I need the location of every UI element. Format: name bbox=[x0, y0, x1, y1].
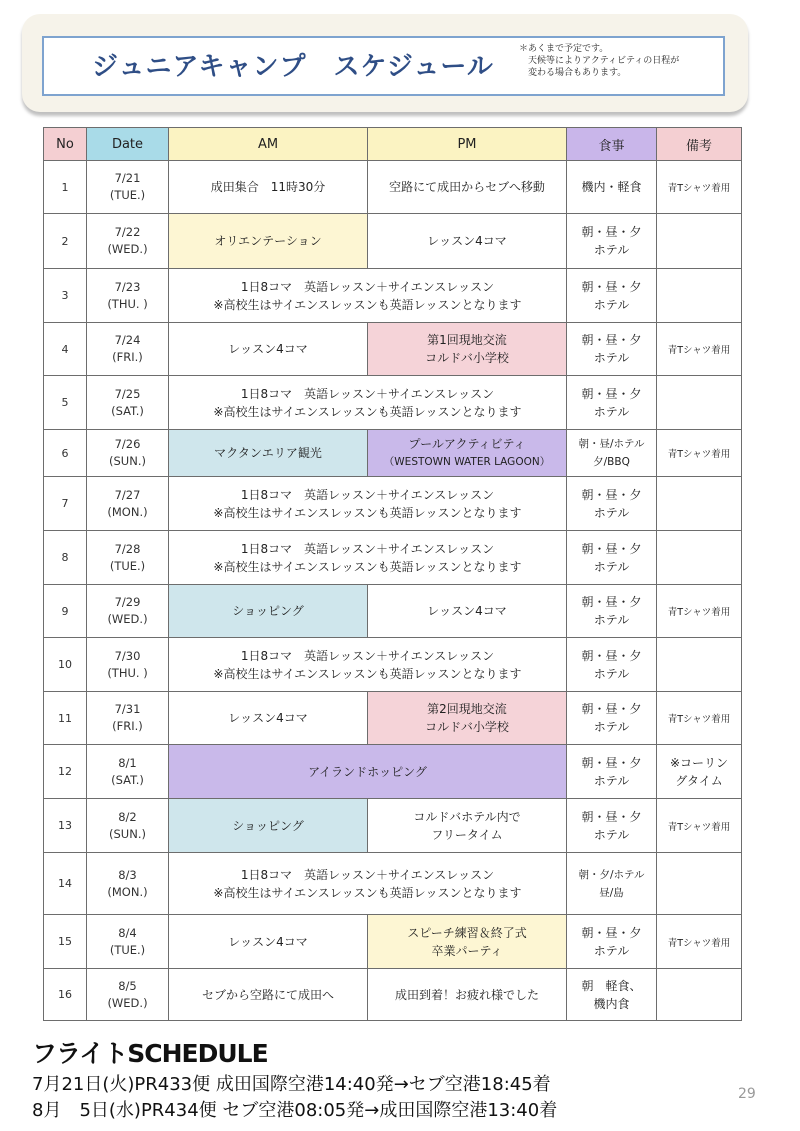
note-cell: 青Tシャツ着用 bbox=[657, 692, 742, 745]
day-text: (SUN.) bbox=[109, 454, 146, 468]
date-text: 8/1 bbox=[118, 755, 137, 770]
day-text: (TUE.) bbox=[109, 558, 146, 573]
am-activity: セブから空路にて成田へ bbox=[169, 969, 368, 1021]
meal-line: ホテル bbox=[593, 404, 630, 419]
meal-line: 夕/BBQ bbox=[593, 456, 630, 468]
row-no: 4 bbox=[44, 323, 87, 376]
activity-line: ※高校生はサイエンスレッスンも英語レッスンとなります bbox=[213, 404, 522, 419]
row-date bbox=[87, 323, 169, 376]
activity-line: ※高校生はサイエンスレッスンも英語レッスンとなります bbox=[213, 666, 522, 681]
header-note bbox=[519, 43, 719, 79]
meal-cell bbox=[567, 638, 657, 692]
table-header-row bbox=[44, 128, 742, 161]
table-row bbox=[44, 638, 742, 692]
row-date bbox=[87, 745, 169, 799]
day-text: (MON.) bbox=[107, 504, 148, 519]
row-no: 13 bbox=[44, 799, 87, 853]
meal-line: ホテル bbox=[593, 351, 630, 365]
day-text: (WED.) bbox=[107, 612, 148, 626]
table-row bbox=[44, 430, 742, 477]
am-activity: レッスン4コマ bbox=[169, 323, 368, 376]
page-number: 29 bbox=[738, 1086, 756, 1102]
date-text: 7/26 bbox=[114, 437, 141, 451]
pm-activity: 空路にて成田からセブへ移動 bbox=[368, 161, 567, 214]
full-day-activity bbox=[169, 477, 567, 531]
table-row bbox=[44, 853, 742, 915]
day-text: (THU. ) bbox=[107, 665, 148, 680]
meal-line: ホテル bbox=[593, 827, 630, 842]
table-row bbox=[44, 585, 742, 638]
activity-line: ※高校生はサイエンスレッスンも英語レッスンとなります bbox=[213, 297, 522, 312]
am-activity: マクタンエリア観光 bbox=[169, 430, 368, 477]
note-cell bbox=[657, 853, 742, 915]
activity-line: 1日8コマ 英語レッスン＋サイエンスレッスン bbox=[240, 541, 495, 556]
date-text: 8/2 bbox=[118, 809, 137, 824]
meal-line: 機内食 bbox=[593, 996, 630, 1011]
am-activity: ショッピング bbox=[169, 585, 368, 638]
day-text: (TUE.) bbox=[109, 942, 146, 957]
meal-line: ホテル bbox=[593, 613, 630, 627]
pm-activity: レッスン4コマ bbox=[368, 214, 567, 269]
header-note-line: 変わる場合もあります。 bbox=[519, 68, 627, 78]
meal-line: 朝・昼・夕 bbox=[581, 225, 642, 239]
activity-line: 1日8コマ 英語レッスン＋サイエンスレッスン bbox=[240, 386, 495, 401]
meal-cell bbox=[567, 376, 657, 430]
am-activity: ショッピング bbox=[169, 799, 368, 853]
date-text: 8/3 bbox=[118, 867, 137, 882]
meal-cell bbox=[567, 853, 657, 915]
note-cell: 青Tシャツ着用 bbox=[657, 161, 742, 214]
row-no: 8 bbox=[44, 531, 87, 585]
column-header-meal: 食事 bbox=[567, 128, 657, 161]
meal-line: 朝・昼・夕 bbox=[581, 702, 642, 716]
note-line: グタイム bbox=[675, 773, 723, 788]
date-text: 7/22 bbox=[114, 225, 141, 239]
column-header-note: 備考 bbox=[657, 128, 742, 161]
activity-line: 1日8コマ 英語レッスン＋サイエンスレッスン bbox=[240, 279, 495, 294]
meal-line: 朝・昼/ホテル bbox=[578, 438, 645, 450]
meal-line: 朝・昼・夕 bbox=[581, 386, 642, 401]
note-cell bbox=[657, 214, 742, 269]
row-date bbox=[87, 799, 169, 853]
row-no: 9 bbox=[44, 585, 87, 638]
date-text: 7/27 bbox=[114, 487, 141, 502]
note-cell bbox=[657, 477, 742, 531]
full-day-activity bbox=[169, 531, 567, 585]
note-cell bbox=[657, 969, 742, 1021]
date-text: 7/25 bbox=[114, 386, 141, 401]
note-cell bbox=[657, 269, 742, 323]
full-day-activity bbox=[169, 638, 567, 692]
table-row bbox=[44, 745, 742, 799]
meal-cell bbox=[567, 430, 657, 477]
header-box bbox=[42, 36, 725, 96]
table-row bbox=[44, 214, 742, 269]
day-text: (TUE.) bbox=[109, 188, 146, 202]
meal-line: 朝・昼・夕 bbox=[581, 541, 642, 556]
note-cell: 青Tシャツ着用 bbox=[657, 430, 742, 477]
row-no: 14 bbox=[44, 853, 87, 915]
full-day-activity bbox=[169, 853, 567, 915]
meal-line: ホテル bbox=[593, 505, 630, 520]
date-text: 7/30 bbox=[114, 648, 141, 663]
meal-line: 朝 軽食、 bbox=[581, 978, 642, 993]
table-row bbox=[44, 969, 742, 1021]
column-header-pm: PM bbox=[368, 128, 567, 161]
row-date bbox=[87, 269, 169, 323]
table-row bbox=[44, 915, 742, 969]
activity-line: アイランドホッピング bbox=[308, 764, 427, 779]
meal-line: 朝・昼・夕 bbox=[581, 755, 642, 770]
meal-cell bbox=[567, 531, 657, 585]
meal-line: ホテル bbox=[593, 720, 630, 734]
schedule-table bbox=[43, 127, 742, 1021]
row-date bbox=[87, 915, 169, 969]
activity-line: 1日8コマ 英語レッスン＋サイエンスレッスン bbox=[240, 867, 495, 882]
column-header-date: Date bbox=[87, 128, 169, 161]
flight-schedule-title: フライトSCHEDULE bbox=[32, 1039, 268, 1068]
meal-line: 朝・夕/ホテル bbox=[578, 868, 645, 881]
note-cell bbox=[657, 376, 742, 430]
meal-cell bbox=[567, 692, 657, 745]
meal-cell bbox=[567, 799, 657, 853]
note-cell: 青Tシャツ着用 bbox=[657, 799, 742, 853]
activity-line: コルドバ小学校 bbox=[425, 720, 509, 734]
row-date bbox=[87, 531, 169, 585]
am-activity: 成田集合 11時30分 bbox=[169, 161, 368, 214]
meal-line: 朝・昼・夕 bbox=[581, 925, 642, 940]
table-row bbox=[44, 531, 742, 585]
row-date bbox=[87, 692, 169, 745]
activity-line: スピーチ練習＆終了式 bbox=[407, 925, 527, 940]
table-row bbox=[44, 799, 742, 853]
row-date bbox=[87, 638, 169, 692]
day-text: (MON.) bbox=[107, 884, 148, 899]
activity-line: ※高校生はサイエンスレッスンも英語レッスンとなります bbox=[213, 505, 522, 520]
activity-line: ※高校生はサイエンスレッスンも英語レッスンとなります bbox=[213, 885, 522, 900]
note-cell: 青Tシャツ着用 bbox=[657, 323, 742, 376]
date-text: 7/31 bbox=[114, 702, 141, 716]
table-row bbox=[44, 692, 742, 745]
am-activity: オリエンテーション bbox=[169, 214, 368, 269]
row-no: 6 bbox=[44, 430, 87, 477]
column-header-no: No bbox=[44, 128, 87, 161]
note-cell bbox=[657, 531, 742, 585]
row-date bbox=[87, 477, 169, 531]
table-row bbox=[44, 376, 742, 430]
date-text: 7/29 bbox=[114, 595, 141, 609]
row-no: 16 bbox=[44, 969, 87, 1021]
full-day-activity bbox=[169, 745, 567, 799]
pm-activity bbox=[368, 323, 567, 376]
header-note-line: 天候等によりアクティビティの日程が bbox=[519, 56, 680, 66]
day-text: (SAT.) bbox=[111, 403, 144, 418]
meal-line: 朝・昼・夕 bbox=[581, 279, 642, 294]
meal-cell bbox=[567, 161, 657, 214]
row-no: 10 bbox=[44, 638, 87, 692]
full-day-activity bbox=[169, 376, 567, 430]
page-title: ジュニアキャンプ スケジュール bbox=[92, 52, 494, 82]
row-no: 11 bbox=[44, 692, 87, 745]
date-text: 7/21 bbox=[114, 171, 141, 185]
pm-activity: レッスン4コマ bbox=[368, 585, 567, 638]
note-cell: 青Tシャツ着用 bbox=[657, 915, 742, 969]
meal-line: ホテル bbox=[593, 943, 630, 958]
note-cell bbox=[657, 745, 742, 799]
pm-activity bbox=[368, 915, 567, 969]
meal-cell bbox=[567, 585, 657, 638]
day-text: (THU. ) bbox=[107, 296, 148, 311]
flight-line-outbound: 7月21日(火)PR433便 成田国際空港14:40発→セブ空港18:45着 bbox=[32, 1074, 551, 1095]
row-no: 5 bbox=[44, 376, 87, 430]
pm-activity bbox=[368, 799, 567, 853]
activity-line: 卒業パーティ bbox=[431, 943, 503, 958]
date-text: 7/23 bbox=[114, 279, 141, 294]
meal-line: ホテル bbox=[593, 773, 630, 788]
activity-line: コルドバホテル内で bbox=[413, 809, 521, 824]
note-cell: 青Tシャツ着用 bbox=[657, 585, 742, 638]
meal-cell bbox=[567, 323, 657, 376]
row-no: 12 bbox=[44, 745, 87, 799]
meal-line: 朝・昼・夕 bbox=[581, 809, 642, 824]
row-date bbox=[87, 969, 169, 1021]
meal-cell bbox=[567, 969, 657, 1021]
row-no: 2 bbox=[44, 214, 87, 269]
row-no: 1 bbox=[44, 161, 87, 214]
pm-activity: 成田到着！お疲れ様でした bbox=[368, 969, 567, 1021]
meal-line: 朝・昼・夕 bbox=[581, 648, 642, 663]
am-activity: レッスン4コマ bbox=[169, 692, 368, 745]
date-text: 8/4 bbox=[118, 925, 137, 940]
note-line: ※コーリン bbox=[669, 755, 729, 770]
meal-line: 機内・軽食 bbox=[581, 180, 642, 194]
activity-line: プールアクティビティ bbox=[408, 437, 526, 451]
meal-line: 朝・昼・夕 bbox=[581, 595, 642, 609]
activity-line: 第1回現地交流 bbox=[427, 333, 507, 347]
activity-line: （WESTOWN WATER LAGOON） bbox=[383, 456, 551, 468]
column-header-am: AM bbox=[169, 128, 368, 161]
day-text: (SUN.) bbox=[109, 826, 146, 841]
day-text: (SAT.) bbox=[111, 772, 144, 787]
meal-cell bbox=[567, 915, 657, 969]
day-text: (WED.) bbox=[107, 995, 148, 1010]
activity-line: 1日8コマ 英語レッスン＋サイエンスレッスン bbox=[240, 648, 495, 663]
row-no: 15 bbox=[44, 915, 87, 969]
meal-line: 昼/島 bbox=[599, 886, 624, 899]
row-no: 3 bbox=[44, 269, 87, 323]
row-date bbox=[87, 585, 169, 638]
pm-activity bbox=[368, 430, 567, 477]
row-date bbox=[87, 161, 169, 214]
row-date bbox=[87, 430, 169, 477]
meal-line: 朝・昼・夕 bbox=[581, 333, 642, 347]
date-text: 7/28 bbox=[114, 541, 141, 556]
activity-line: 第2回現地交流 bbox=[427, 702, 507, 716]
meal-cell bbox=[567, 269, 657, 323]
table-row bbox=[44, 269, 742, 323]
table-row bbox=[44, 161, 742, 214]
activity-line: フリータイム bbox=[431, 827, 503, 842]
meal-line: ホテル bbox=[593, 297, 630, 312]
day-text: (FRI.) bbox=[112, 350, 143, 364]
meal-line: ホテル bbox=[593, 559, 630, 574]
date-text: 7/24 bbox=[114, 333, 141, 347]
meal-line: ホテル bbox=[593, 666, 630, 681]
meal-line: 朝・昼・夕 bbox=[581, 487, 642, 502]
day-text: (WED.) bbox=[107, 242, 148, 256]
flight-line-return: 8月 5日(水)PR434便 セブ空港08:05発→成田国際空港13:40着 bbox=[32, 1100, 558, 1121]
date-text: 8/5 bbox=[118, 978, 137, 993]
row-date bbox=[87, 853, 169, 915]
meal-cell bbox=[567, 477, 657, 531]
activity-line: 1日8コマ 英語レッスン＋サイエンスレッスン bbox=[240, 487, 495, 502]
am-activity: レッスン4コマ bbox=[169, 915, 368, 969]
meal-line: ホテル bbox=[593, 243, 630, 257]
activity-line: コルドバ小学校 bbox=[425, 351, 509, 365]
row-date bbox=[87, 214, 169, 269]
meal-cell bbox=[567, 745, 657, 799]
table-row bbox=[44, 477, 742, 531]
meal-cell bbox=[567, 214, 657, 269]
table-row bbox=[44, 323, 742, 376]
day-text: (FRI.) bbox=[112, 719, 143, 733]
full-day-activity bbox=[169, 269, 567, 323]
row-no: 7 bbox=[44, 477, 87, 531]
note-cell bbox=[657, 638, 742, 692]
pm-activity bbox=[368, 692, 567, 745]
row-date bbox=[87, 376, 169, 430]
header-note-line: ＊あくまで予定です。 bbox=[519, 44, 609, 54]
activity-line: ※高校生はサイエンスレッスンも英語レッスンとなります bbox=[213, 559, 522, 574]
